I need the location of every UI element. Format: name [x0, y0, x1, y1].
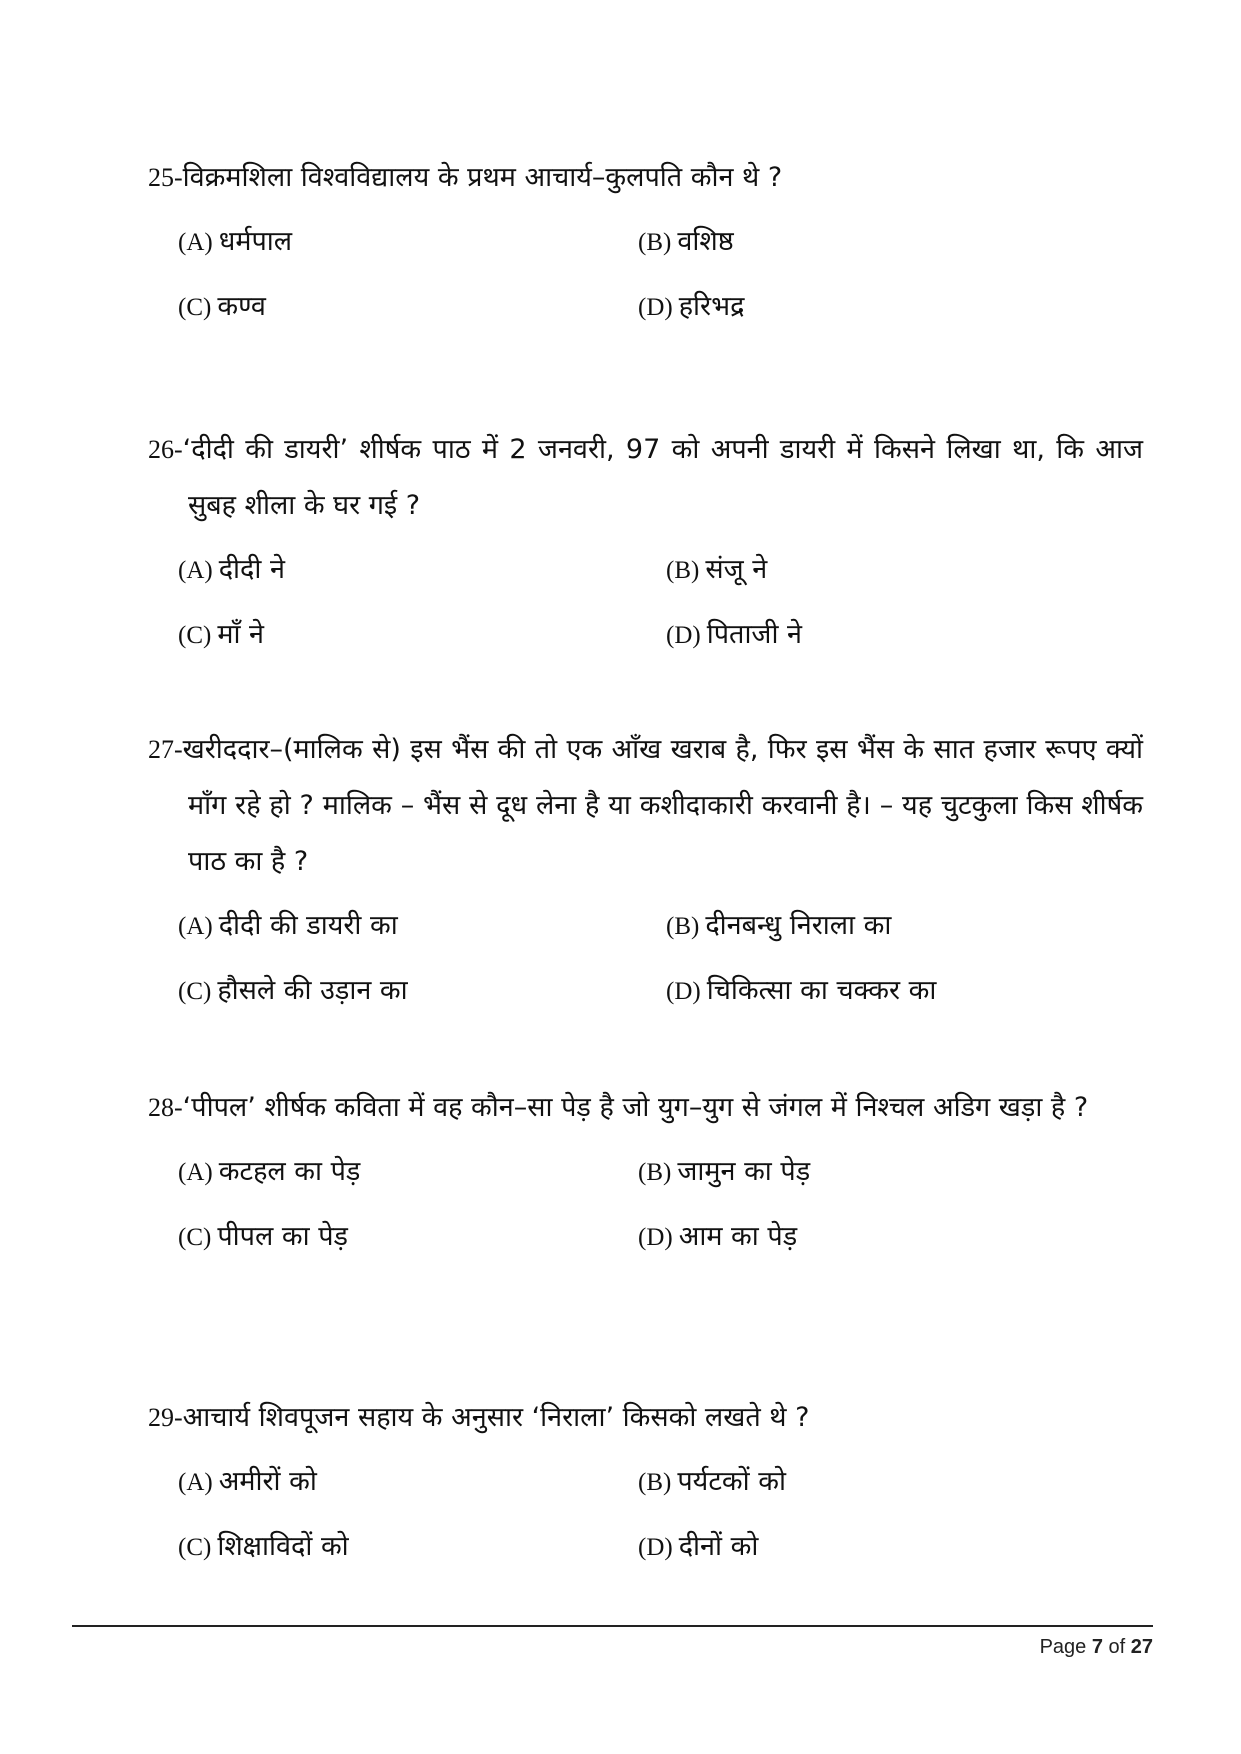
- question-stem: विक्रमशिला विश्वविद्यालय के प्रथम आचार्य–कुलपति कौन थे ?: [182, 162, 783, 193]
- option-key: (C): [178, 622, 212, 649]
- current-page-number: 7: [1091, 1636, 1103, 1658]
- option-key: (A): [178, 229, 213, 256]
- option-d: [638, 1519, 1143, 1576]
- options-grid: [178, 898, 1143, 1020]
- option-text: हरिभद्र: [678, 291, 745, 322]
- option-text: धर्मपाल: [218, 226, 293, 257]
- option-key: (A): [178, 1469, 213, 1496]
- option-text: संजू ने: [705, 554, 768, 585]
- option-text: पर्यटकों को: [677, 1466, 786, 1497]
- option-text: पिताजी ने: [706, 619, 803, 650]
- question-number: 26-: [148, 435, 183, 464]
- option-key: (B): [666, 913, 700, 940]
- option-c: [178, 963, 666, 1020]
- option-a: [178, 898, 666, 955]
- option-a: [178, 1454, 638, 1511]
- option-text: चिकित्सा का चक्कर का: [706, 975, 937, 1006]
- question-number: 28-: [148, 1093, 183, 1122]
- option-key: (B): [638, 1469, 672, 1496]
- question-stem: आचार्य शिवपूजन सहाय के अनुसार ‘निराला’ किसको लखते थे ?: [182, 1402, 810, 1433]
- option-text: आम का पेड़: [678, 1221, 798, 1252]
- option-text: कटहल का पेड़: [218, 1156, 361, 1187]
- question-text: [148, 1080, 1143, 1136]
- question-stem: ‘पीपल’ शीर्षक कविता में वह कौन–सा पेड़ है जो युग–युग से जंगल में निश्चल अडिग खड़ा है ?: [182, 1092, 1089, 1123]
- option-text: माँ ने: [217, 619, 265, 650]
- footer-divider: [72, 1625, 1153, 1627]
- option-text: जामुन का पेड़: [677, 1156, 811, 1187]
- option-key: (B): [638, 229, 672, 256]
- option-text: पीपल का पेड़: [217, 1221, 348, 1252]
- option-c: [178, 1519, 638, 1576]
- options-grid: [178, 542, 1143, 664]
- question-text: [148, 1390, 1143, 1446]
- option-c: [178, 607, 666, 664]
- option-b: [638, 214, 1143, 271]
- question-text: [148, 150, 1143, 206]
- option-key: (C): [178, 294, 212, 321]
- option-text: शिक्षाविदों को: [217, 1531, 349, 1562]
- question-stem: खरीददार–(मालिक से) इस भैंस की तो एक आँख खराब है, फिर इस भैंस के सात हजार रूपए क्यों माँग रहे हो ? मालिक – भैंस से दूध लेना है या कशीदाकारी करवानी है। – यह चुटकुला किस शीर्षक पाठ का है ?: [182, 734, 1143, 877]
- option-d: [638, 1209, 1143, 1266]
- option-key: (D): [666, 622, 701, 649]
- page-of-label: of: [1102, 1636, 1131, 1658]
- option-text: दीनों को: [678, 1531, 759, 1562]
- question-26: [148, 422, 1143, 664]
- option-c: [178, 1209, 638, 1266]
- option-b: [666, 898, 1143, 955]
- option-text: दीदी ने: [218, 554, 285, 585]
- option-d: [666, 607, 1143, 664]
- question-text: [148, 422, 1143, 534]
- option-key: (C): [178, 1224, 212, 1251]
- question-25: [148, 150, 1143, 336]
- option-text: दीनबन्धु निराला का: [705, 910, 892, 941]
- options-grid: [178, 1144, 1143, 1266]
- option-b: [638, 1454, 1143, 1511]
- option-text: हौसले की उड़ान का: [217, 975, 408, 1006]
- option-b: [666, 542, 1143, 599]
- option-key: (D): [638, 1534, 673, 1561]
- question-number: 27-: [148, 735, 183, 764]
- option-key: (C): [178, 1534, 212, 1561]
- option-key: (A): [178, 913, 213, 940]
- option-key: (D): [638, 294, 673, 321]
- option-key: (A): [178, 1159, 213, 1186]
- option-text: अमीरों को: [218, 1466, 317, 1497]
- page-label: Page: [1039, 1636, 1092, 1658]
- total-pages-number: 27: [1130, 1636, 1153, 1658]
- option-text: कण्व: [217, 291, 266, 322]
- option-key: (B): [638, 1159, 672, 1186]
- option-b: [638, 1144, 1143, 1201]
- option-d: [666, 963, 1143, 1020]
- question-27: [148, 722, 1143, 1020]
- option-key: (B): [666, 557, 700, 584]
- option-d: [638, 279, 1143, 336]
- option-text: दीदी की डायरी का: [218, 910, 398, 941]
- question-stem: ‘दीदी की डायरी’ शीर्षक पाठ में 2 जनवरी, 97 को अपनी डायरी में किसने लिखा था, कि आज सुबह शीला के घर गई ?: [182, 434, 1143, 521]
- option-a: [178, 1144, 638, 1201]
- question-number: 29-: [148, 1403, 183, 1432]
- page-footer: [1040, 1636, 1153, 1659]
- option-a: [178, 542, 666, 599]
- question-number: 25-: [148, 163, 183, 192]
- option-key: (D): [666, 978, 701, 1005]
- option-text: वशिष्ठ: [677, 226, 734, 257]
- options-grid: [178, 1454, 1143, 1576]
- question-29: [148, 1390, 1143, 1576]
- option-key: (A): [178, 557, 213, 584]
- option-c: [178, 279, 638, 336]
- question-28: [148, 1080, 1143, 1266]
- option-key: (C): [178, 978, 212, 1005]
- option-key: (D): [638, 1224, 673, 1251]
- option-a: [178, 214, 638, 271]
- options-grid: [178, 214, 1143, 336]
- question-text: [148, 722, 1143, 890]
